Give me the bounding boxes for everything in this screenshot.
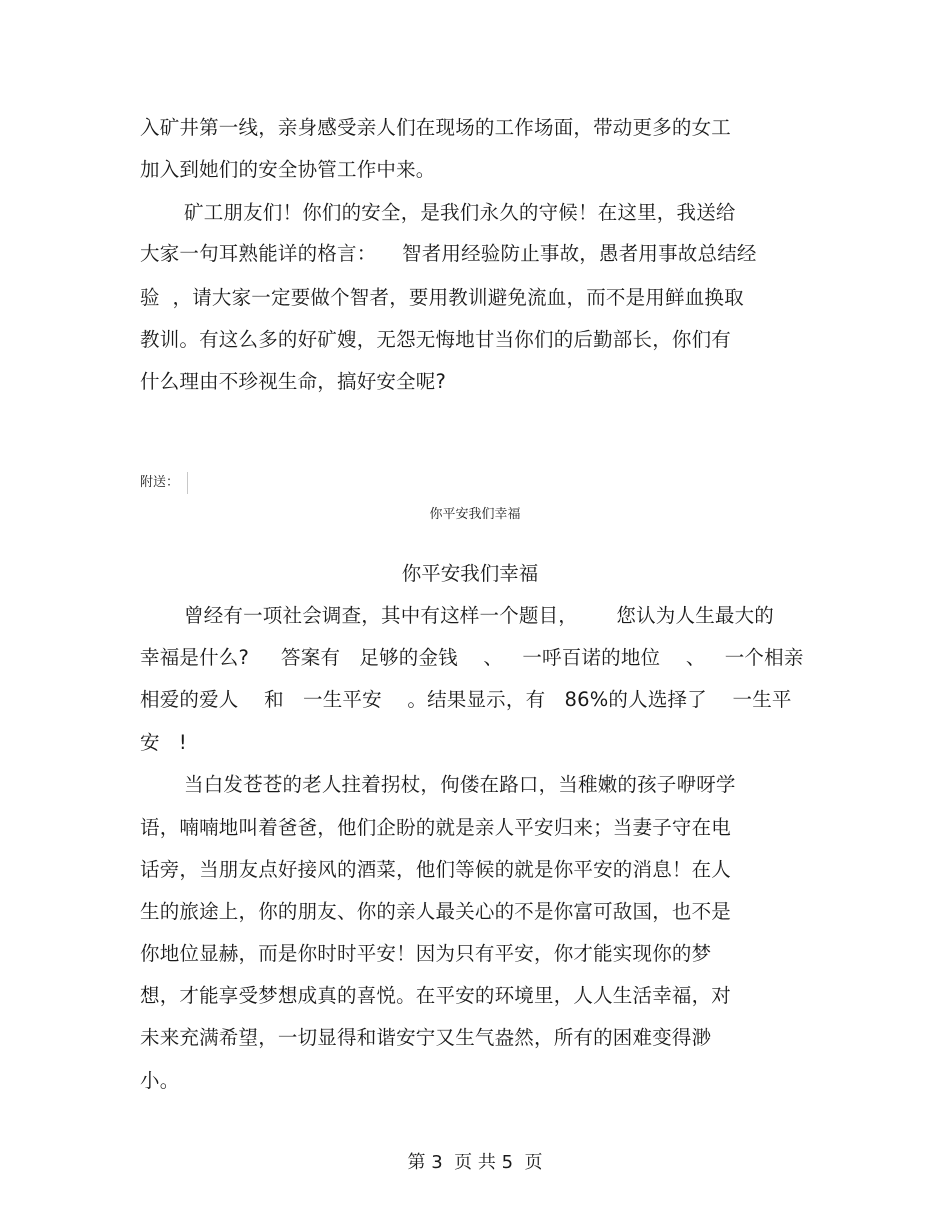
paragraph-line: 相爱的爱人 和 一生平安 。结果显示，有 86%的人选择了 一生平 (140, 688, 792, 711)
paragraph-line: 矿工朋友们！你们的安全，是我们永久的守候！在这里，我送给 (184, 201, 736, 224)
paragraph-line: 当白发苍苍的老人拄着拐杖，佝偻在路口，当稚嫩的孩子咿呀学 (184, 773, 736, 796)
paragraph-line: 教训。有这么多的好矿嫂，无怨无悔地甘当你们的后勤部长，你们有 (140, 328, 732, 351)
paragraph-line: 入矿井第一线，亲身感受亲人们在现场的工作场面，带动更多的女工 (140, 116, 732, 139)
paragraph-line: 大家一句耳熟能详的格言： 智者用经验防止事故，愚者用事故总结经 (140, 242, 757, 265)
paragraph-line: 曾经有一项社会调查，其中有这样一个题目， 您认为人生最大的 (184, 604, 774, 627)
paragraph-line: 想，才能享受梦想成真的喜悦。在平安的环境里，人人生活幸福，对 (140, 984, 732, 1007)
paragraph-line: 生的旅途上，你的朋友、你的亲人最关心的不是你富可敌国，也不是 (140, 900, 732, 923)
paragraph-line: 未来充满希望，一切显得和谐安宁又生气盎然，所有的困难变得渺 (140, 1026, 712, 1049)
paragraph-line: 语，喃喃地叫着爸爸，他们企盼的就是亲人平安归来；当妻子守在电 (140, 816, 732, 839)
page-number: 第 3 页 共 5 页 (407, 1152, 543, 1173)
paragraph-line: 安 ! (140, 731, 187, 754)
paragraph-line: 加入到她们的安全协管工作中来。 (140, 158, 436, 181)
paragraph-line: 什么理由不珍视生命，搞好安全呢? (140, 370, 447, 393)
attachment-label: 附送： (140, 475, 180, 490)
paragraph-line: 小。 (140, 1069, 180, 1092)
paragraph-line: 幸福是什么? 答案有 足够的金钱 、 一呼百诺的地位 、 一个相亲 (140, 646, 804, 669)
article-title: 你平安我们幸福 (401, 562, 539, 585)
divider (187, 472, 188, 494)
attachment-small-title: 你平安我们幸福 (429, 507, 521, 522)
paragraph-line: 你地位显赫，而是你时时平安！因为只有平安，你才能实现你的梦 (140, 942, 712, 965)
paragraph-line: 话旁，当朋友点好接风的酒菜，他们等候的就是你平安的消息！在人 (140, 858, 732, 881)
paragraph-line: 验 ，请大家一定要做个智者，要用教训避免流血，而不是用鲜血换取 (140, 286, 744, 309)
